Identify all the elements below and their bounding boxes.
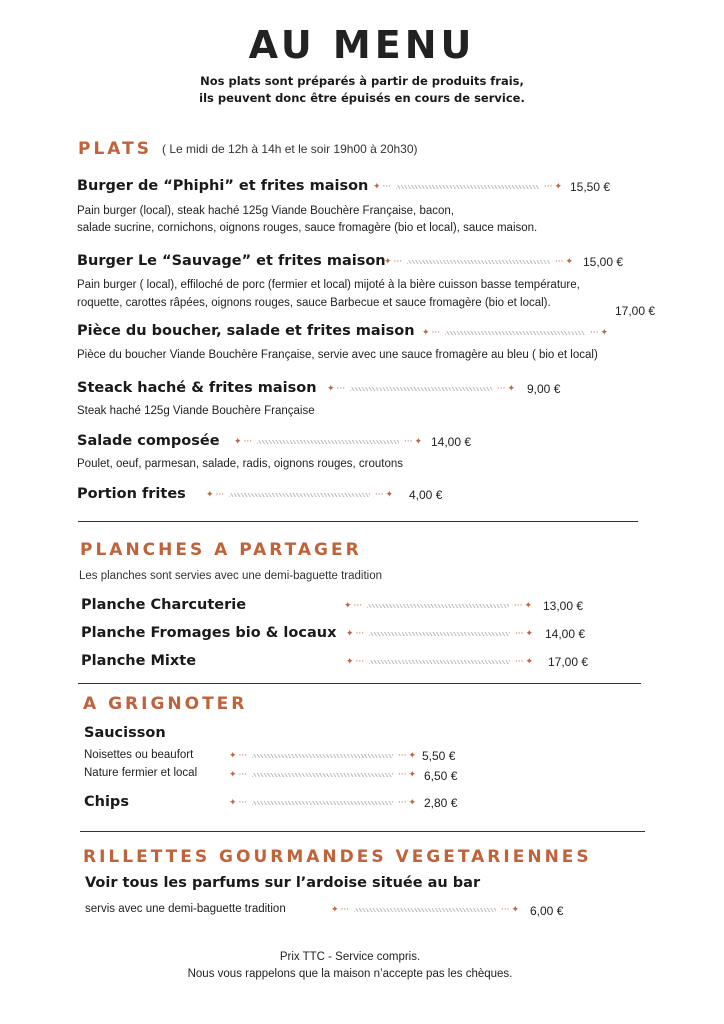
dotted-leader: ✦ ··· ··· ✦ — [327, 383, 515, 394]
item-price: 4,00 € — [409, 488, 443, 502]
dotted-leader: ✦ ··· ··· ✦ — [344, 600, 532, 611]
section-divider — [78, 521, 638, 522]
item-description: Pain burger ( local), effiloché de porc (fermier et local) mijoté à la bière cuisson basse température, — [77, 279, 580, 291]
item-description: Poulet, oeuf, parmesan, salade, radis, oignons rouges, croutons — [77, 458, 404, 470]
item-price: 13,00 € — [543, 599, 584, 613]
dotted-leader: ✦ ··· ··· ✦ — [373, 181, 562, 192]
item-variant: Noisettes ou beaufort — [84, 749, 194, 761]
item-name: Pièce du boucher, salade et frites maison — [77, 323, 415, 339]
section-title-rillettes: RILLETTES GOURMANDES VEGETARIENNES — [83, 847, 592, 867]
footer-line-1: Prix TTC - Service compris. — [279, 951, 421, 963]
item-price: 6,00 € — [530, 904, 564, 918]
dotted-leader: ✦ ··· ··· ✦ — [384, 256, 573, 267]
item-name: Saucisson — [84, 725, 166, 741]
subtitle-line-1: Nos plats sont préparés à partir de produits frais, — [200, 74, 524, 88]
dotted-leader: ✦ ··· ··· ✦ — [234, 436, 422, 447]
item-description: servis avec une demi-baguette tradition — [85, 903, 286, 915]
item-price: 14,00 € — [545, 627, 586, 641]
item-name: Salade composée — [77, 433, 220, 449]
item-name: Chips — [84, 794, 129, 810]
dotted-leader: ✦ ··· ··· ✦ — [206, 489, 393, 500]
section-divider — [78, 683, 641, 684]
rillettes-subtitle: Voir tous les parfums sur l’ardoise située au bar — [85, 875, 481, 891]
dotted-leader: ✦ ··· ··· ✦ — [422, 327, 608, 338]
subtitle-line-2: ils peuvent donc être épuisés en cours de service. — [199, 91, 525, 105]
item-description: roquette, carottes râpées, oignons rouges, sauce Barbecue et sauce fromagère (bio et local). — [77, 297, 551, 309]
item-price: 5,50 € — [422, 749, 456, 763]
item-variant: Nature fermier et local — [84, 767, 198, 779]
item-price: 17,00 € — [548, 655, 589, 669]
section-title-grignoter: A GRIGNOTER — [83, 694, 248, 714]
item-price: 17,00 € — [615, 304, 656, 318]
dotted-leader: ✦ ··· ··· ✦ — [346, 656, 533, 667]
item-name: Planche Mixte — [81, 653, 197, 669]
dotted-leader: ✦ ··· ··· ✦ — [229, 769, 416, 780]
section-title-plats: PLATS — [78, 139, 152, 159]
section-title-planches: PLANCHES A PARTAGER — [80, 540, 362, 560]
item-price: 15,50 € — [570, 180, 611, 194]
dotted-leader: ✦ ··· ··· ✦ — [229, 750, 416, 761]
item-description: salade sucrine, cornichons, oignons rouges, sauce fromagère (bio et local), sauce maison. — [77, 222, 538, 234]
item-description: Pièce du boucher Viande Bouchère Française, servie avec une sauce fromagère au bleu ( bio et local) — [77, 349, 598, 361]
item-name: Portion frites — [77, 486, 186, 502]
item-price: 14,00 € — [431, 435, 472, 449]
dotted-leader: ✦ ··· ··· ✦ — [346, 628, 533, 639]
item-price: 6,50 € — [424, 769, 458, 783]
footer-line-2: Nous vous rappelons que la maison n’accepte pas les chèques. — [187, 968, 513, 980]
item-name: Burger de “Phiphi” et frites maison — [77, 178, 369, 194]
item-description: Steak haché 125g Viande Bouchère Française — [77, 405, 315, 417]
dotted-leader: ✦ ··· ··· ✦ — [331, 904, 519, 915]
section-divider — [80, 831, 645, 832]
item-name: Steack haché & frites maison — [77, 380, 317, 396]
item-name: Burger Le “Sauvage” et frites maison — [77, 253, 386, 269]
planches-note: Les planches sont servies avec une demi-baguette tradition — [79, 570, 383, 582]
item-description: Pain burger (local), steak haché 125g Viande Bouchère Française, bacon, — [77, 205, 454, 217]
plats-hours-note: ( Le midi de 12h à 14h et le soir 19h00 à 20h30) — [162, 142, 418, 156]
dotted-leader: ✦ ··· ··· ✦ — [229, 797, 416, 808]
item-price: 15,00 € — [583, 255, 624, 269]
menu-title: AU MENU — [248, 23, 476, 67]
item-price: 2,80 € — [424, 796, 458, 810]
item-price: 9,00 € — [527, 382, 561, 396]
item-name: Planche Charcuterie — [81, 597, 247, 613]
item-name: Planche Fromages bio & locaux — [81, 625, 337, 641]
